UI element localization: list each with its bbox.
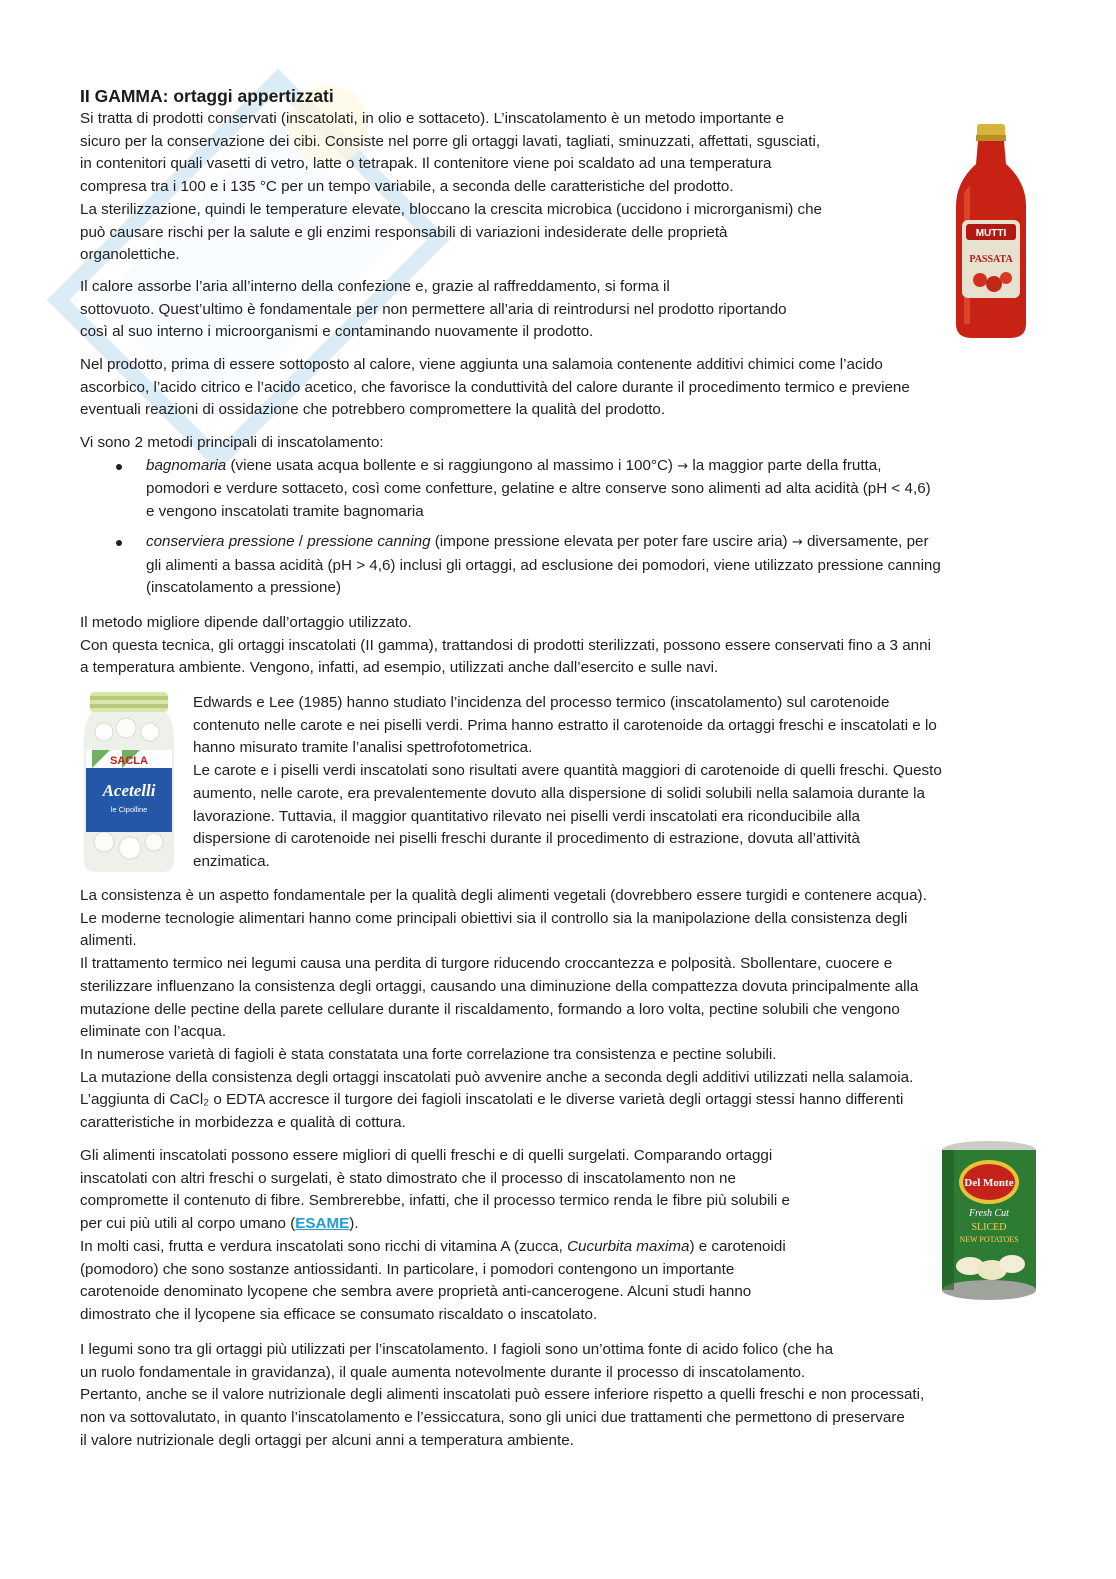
text-line: Il calore assorbe l’aria all’interno della confezione e, grazie al raffreddamento, si forma il xyxy=(80,278,670,295)
text-line: un ruolo fondamentale in gravidanza), il quale aumenta notevolmente durante il processo di inscatolamento. xyxy=(80,1363,806,1381)
paragraph-canned-vs-fresh xyxy=(80,1145,900,1327)
term-pressure-canning: pressione canning xyxy=(307,532,431,550)
text-line: mutazione delle pectine della parete cellulare durante il riscaldamento, formando a loro volta, pectine solubili che vengono xyxy=(80,1000,900,1018)
bullet-icon xyxy=(116,540,122,546)
text-line: Il trattamento termico nei legumi causa una perdita di turgore riducendo croccantezza e polposità. Sbollentare, cuocere e xyxy=(80,955,893,973)
acetelli-jar-image xyxy=(82,692,176,874)
text-fragment: la maggior parte della frutta, xyxy=(688,456,882,474)
text-fragment: In molti casi, frutta e verdura inscatolati sono ricchi di vitamina A (zucca, xyxy=(80,1237,568,1255)
text-line: Con questa tecnica, gli ortaggi inscatolati (II gamma), trattandosi di prodotti sterilizzati, possono essere conservati fino a 3 anni xyxy=(80,636,931,654)
paragraph-edwards-lee xyxy=(193,692,1053,874)
paragraph-consistency xyxy=(80,885,1080,1135)
text-line: In numerose varietà di fagioli è stata constatata una forte correlazione tra consistenza e pectine solubili. xyxy=(80,1045,777,1063)
text-line: compromette il contenuto di fibre. Sembrerebbe, infatti, che il processo termico renda le fibre più solubili e xyxy=(80,1192,790,1210)
delmonte-can-image xyxy=(940,1140,1038,1304)
passata-product-label: PASSATA xyxy=(969,254,1013,265)
text-line: enzimatica. xyxy=(193,852,270,870)
text-line: alimenti. xyxy=(80,932,137,950)
acetelli-brand-label: SACLA xyxy=(110,755,148,767)
passata-bottle-image xyxy=(950,124,1032,340)
methods-section xyxy=(80,432,1080,600)
text-line: eliminate con l’acqua. xyxy=(80,1023,227,1041)
species-name: Cucurbita maxima xyxy=(567,1237,690,1255)
methods-intro: Vi sono 2 metodi principali di inscatolamento: xyxy=(80,434,384,451)
delmonte-line1-label: Fresh Cut xyxy=(969,1208,1009,1219)
bullet-icon xyxy=(116,464,122,470)
text-fragment: ) e carotenoidi xyxy=(689,1237,786,1255)
passata-brand-label: MUTTI xyxy=(975,228,1007,239)
text-line: sottovuoto. Quest’ultimo è fondamentale per non permettere all’aria di reintrodursi nel prodotto riportando xyxy=(80,300,787,318)
text-line: gli alimenti a bassa acidità (pH > 4,6) inclusi gli ortaggi, ad esclusione dei pomodori, viene utilizzato pressione canning xyxy=(146,556,941,574)
paragraph-legumes xyxy=(80,1339,1080,1453)
text-line: sterilizzare influenzano la consistenza degli ortaggi, causando una diminuzione della compattezza dovuta principalmente alla xyxy=(80,977,919,995)
text-fragment: (impone pressione elevata per poter fare uscire aria) xyxy=(430,532,792,550)
text-line: Gli alimenti inscatolati possono essere migliori di quelli freschi e di quelli surgelati. Comparando ortaggi xyxy=(80,1147,773,1164)
text-line: Nel prodotto, prima di essere sottoposto al calore, viene aggiunta una salamoia contenente additivi chimici come l’acido xyxy=(80,356,883,373)
text-line: e vengono inscatolati tramite bagnomaria xyxy=(146,503,424,521)
text-line: lavorazione. Tuttavia, il maggior quantitativo rilevato nei piselli verdi inscatolati era riconducibile alla xyxy=(193,807,860,825)
text-fragment: / xyxy=(294,532,308,550)
text-line: La sterilizzazione, quindi le temperature elevate, bloccano la crescita microbica (uccidono i microrganismi) che xyxy=(80,200,822,218)
methods-list xyxy=(80,455,1080,600)
text-line: La mutazione della consistenza degli ortaggi inscatolati può avvenire anche a seconda degli additivi utilizzati nella salamoia. xyxy=(80,1068,914,1086)
text-fragment: per cui più utili al corpo umano ( xyxy=(80,1215,296,1233)
text-fragment: ). xyxy=(349,1215,359,1233)
text-line: non va sottovalutato, in quanto l’inscatolamento e l’essiccatura, sono gli unici due trattamenti che permettono di preservare xyxy=(80,1409,905,1427)
text-line: carotenoide denominato lycopene che sembra avere proprietà anti-cancerogene. Alcuni studi hanno xyxy=(80,1283,752,1301)
paragraph-brine xyxy=(80,354,1080,422)
esame-link[interactable]: ESAME xyxy=(295,1215,350,1233)
text-line: sicuro per la conservazione dei cibi. Consiste nel porre gli ortaggi lavati, tagliati, sminuzzati, affettati, sgusciati, xyxy=(80,132,821,150)
list-item xyxy=(80,455,1080,524)
text-line: (inscatolamento a pressione) xyxy=(146,579,342,597)
text-line: eventuali reazioni di ossidazione che potrebbero compromettere la qualità del prodotto. xyxy=(80,401,666,419)
delmonte-brand-label: Del Monte xyxy=(964,1177,1014,1189)
term-conserviera: conserviera pressione xyxy=(146,532,295,550)
delmonte-line2-label: SLICED xyxy=(971,1222,1007,1233)
text-line: può causare rischi per la salute e gli enzimi responsabili di variazioni indesiderate delle proprietà xyxy=(80,223,728,241)
text-line: Le carote e i piselli verdi inscatolati sono risultati avere quantità maggiori di carotenoide di quelli freschi. Questo xyxy=(193,762,942,780)
text-line: Il metodo migliore dipende dall’ortaggio utilizzato. xyxy=(80,614,412,631)
term-bagnomaria: bagnomaria xyxy=(146,456,227,474)
text-line: Le moderne tecnologie alimentari hanno come principali obiettivi sia il controllo sia la manipolazione della consistenza degli xyxy=(80,909,908,927)
text-line: L’aggiunta di CaCl₂ o EDTA accresce il turgore dei fagioli inscatolati e le diverse varietà degli ortaggi stessi hanno differenti xyxy=(80,1091,904,1109)
text-fragment: diversamente, per xyxy=(802,532,929,550)
text-line: il valore nutrizionale degli ortaggi per alcuni anni a temperatura ambiente. xyxy=(80,1431,574,1449)
text-line: Edwards e Lee (1985) hanno studiato l’incidenza del processo termico (inscatolamento) sul carotenoide xyxy=(193,694,890,711)
text-line: dispersione di carotenoide nei piselli freschi durante il procedimento di estrazione, dovuta all’attività xyxy=(193,830,860,848)
text-line: a temperatura ambiente. Vengono, infatti, ad esempio, utilizzati anche dall’esercito e sulle navi. xyxy=(80,659,719,677)
text-line: I legumi sono tra gli ortaggi più utilizzati per l’inscatolamento. I fagioli sono un’ottima fonte di acido folico (che ha xyxy=(80,1341,834,1358)
text-line: dimostrato che il lycopene sia efficace se consumato riscaldato o inscatolato. xyxy=(80,1305,598,1323)
acetelli-sub-label: le Cipolline xyxy=(110,805,148,814)
paragraph-vacuum xyxy=(80,276,940,344)
arrow-right-icon: → xyxy=(677,458,689,474)
text-line: (pomodoro) che sono sostanze antiossidanti. In particolare, i pomodori contengono un importante xyxy=(80,1260,735,1278)
text-line: Si tratta di prodotti conservati (inscatolati, in olio e sottaceto). L’inscatolamento è un metodo importante e xyxy=(80,110,785,127)
page-title: II GAMMA: ortaggi appertizzati xyxy=(80,86,334,106)
text-line: in contenitori quali vasetti di vetro, latte o tetrapak. Il contenitore viene poi scaldato ad una temperatura xyxy=(80,155,772,173)
list-item xyxy=(80,531,1080,600)
acetelli-product-label: Acetelli xyxy=(102,781,156,800)
delmonte-line3-label: NEW POTATOES xyxy=(959,1235,1019,1244)
text-line: caratteristiche in morbidezza e qualità di cottura. xyxy=(80,1114,406,1132)
arrow-right-icon: → xyxy=(791,534,803,550)
paragraph-best-method xyxy=(80,612,1080,680)
text-line: ascorbico, l’acido citrico e l’acido acetico, che favorisce la conduttività del calore durante il procedimento termico e previene xyxy=(80,378,910,396)
paragraph-intro xyxy=(80,108,940,267)
text-line: compresa tra i 100 e i 135 °C per un tempo variabile, a seconda delle caratteristiche del prodotto. xyxy=(80,178,734,196)
text-line: La consistenza è un aspetto fondamentale per la qualità degli alimenti vegetali (dovrebbero essere turgidi e contenere acqua). xyxy=(80,887,927,904)
text-line: Pertanto, anche se il valore nutrizionale degli alimenti inscatolati può essere inferiore rispetto a quelli freschi e non processati, xyxy=(80,1386,925,1404)
text-line: aumento, nelle carote, era prevalentemente dovuto alla dispersione di solidi solubili nella salamoia durante la xyxy=(193,784,925,802)
text-line: inscatolati con altri freschi o surgelati, è stato dimostrato che il processo di inscatolamento non ne xyxy=(80,1169,736,1187)
text-fragment: (viene usata acqua bollente e si raggiungono al massimo i 100°C) xyxy=(226,456,678,474)
text-line: così al suo interno i microorganismi e contaminando nuovamente il prodotto. xyxy=(80,323,594,341)
text-line: hanno misurato tramite l’analisi spettrofotometrica. xyxy=(193,739,533,757)
text-line: contenuto nelle carote e nei piselli verdi. Prima hanno estratto il carotenoide da ortaggi freschi e inscatolati e lo xyxy=(193,716,937,734)
text-line: pomodori e verdure sottaceto, così come confetture, gelatine e altre conserve sono alimenti ad alta acidità (pH < 4,6) xyxy=(146,480,931,498)
text-line: organolettiche. xyxy=(80,246,180,264)
